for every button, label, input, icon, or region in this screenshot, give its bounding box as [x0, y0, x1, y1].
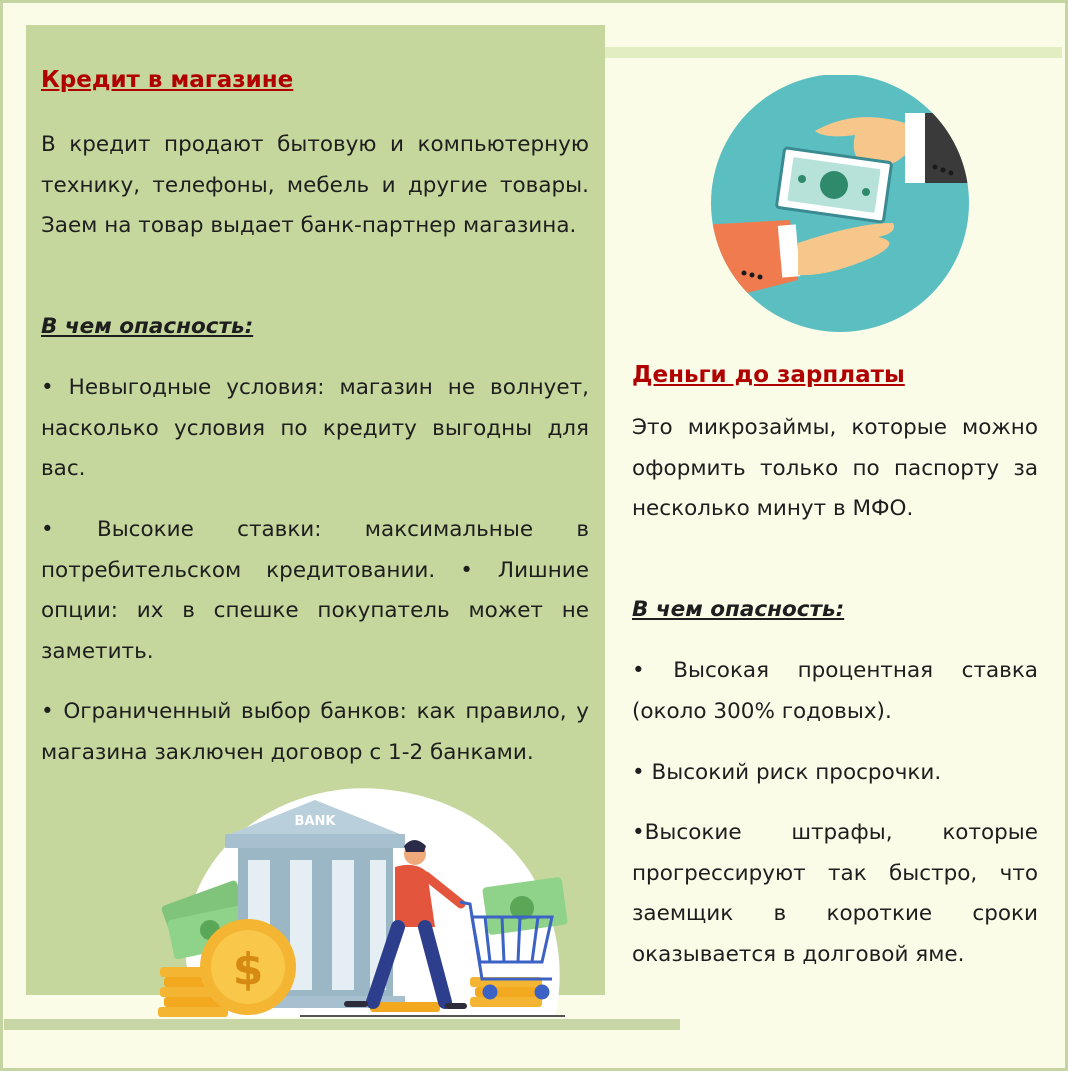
payday-loan-point-1-text: • Высокая процентная ставка (около 300% годовых). [632, 658, 1038, 724]
store-credit-point-3 [41, 692, 589, 773]
payday-loan-point-1 [632, 651, 1038, 732]
svg-text:$: $ [232, 944, 264, 995]
money-hands-illustration [710, 75, 972, 333]
banknote-icon [776, 148, 891, 222]
store-credit-point-1-text: • Невыгодные условия: магазин не волнует, насколько условия по кредиту выгодны для вас. [41, 375, 589, 481]
store-credit-point-2-text: • Высокие ставки: максимальные в потребительском кредитовании. • Лишние опции: их в спешке покупатель может не заметить. [41, 517, 589, 664]
store-credit-point-3-text: • Ограниченный выбор банков: как правило, у магазина заключен договор с 1-2 банками. [41, 699, 589, 765]
store-credit-intro [41, 125, 589, 247]
bank-sign-text: BANK [294, 814, 336, 829]
store-credit-intro-text: В кредит продают бытовую и компьютерную технику, телефоны, мебель и другие товары. Заем на товар выдает банк-партнер магазина. [41, 132, 589, 238]
payday-loan-heading: Деньги до зарплаты [632, 362, 905, 388]
decorative-strip-bottom [4, 1019, 680, 1030]
payday-loan-intro-text: Это микрозаймы, которые можно оформить только по паспорту за несколько минут в МФО. [632, 415, 1038, 521]
payday-loan-danger-title: В чем опасность: [632, 597, 845, 622]
payday-loan-point-3-text: •Высокие штрафы, которые прогрессируют так быстро, что заемщик в короткие сроки оказывается в долговой яме. [632, 820, 1038, 967]
store-credit-point-1 [41, 368, 589, 490]
store-credit-heading: Кредит в магазине [41, 67, 294, 93]
bank-shopper-illustration [150, 772, 570, 1020]
payday-loan-point-2 [632, 753, 1038, 794]
dollar-coin-icon [200, 919, 296, 1015]
store-credit-point-2 [41, 510, 589, 672]
payday-loan-point-2-text: • Высокий риск просрочки. [632, 760, 942, 785]
payday-loan-intro [632, 408, 1038, 530]
payday-loan-point-3 [632, 813, 1038, 975]
store-credit-danger-title: В чем опасность: [41, 314, 254, 339]
